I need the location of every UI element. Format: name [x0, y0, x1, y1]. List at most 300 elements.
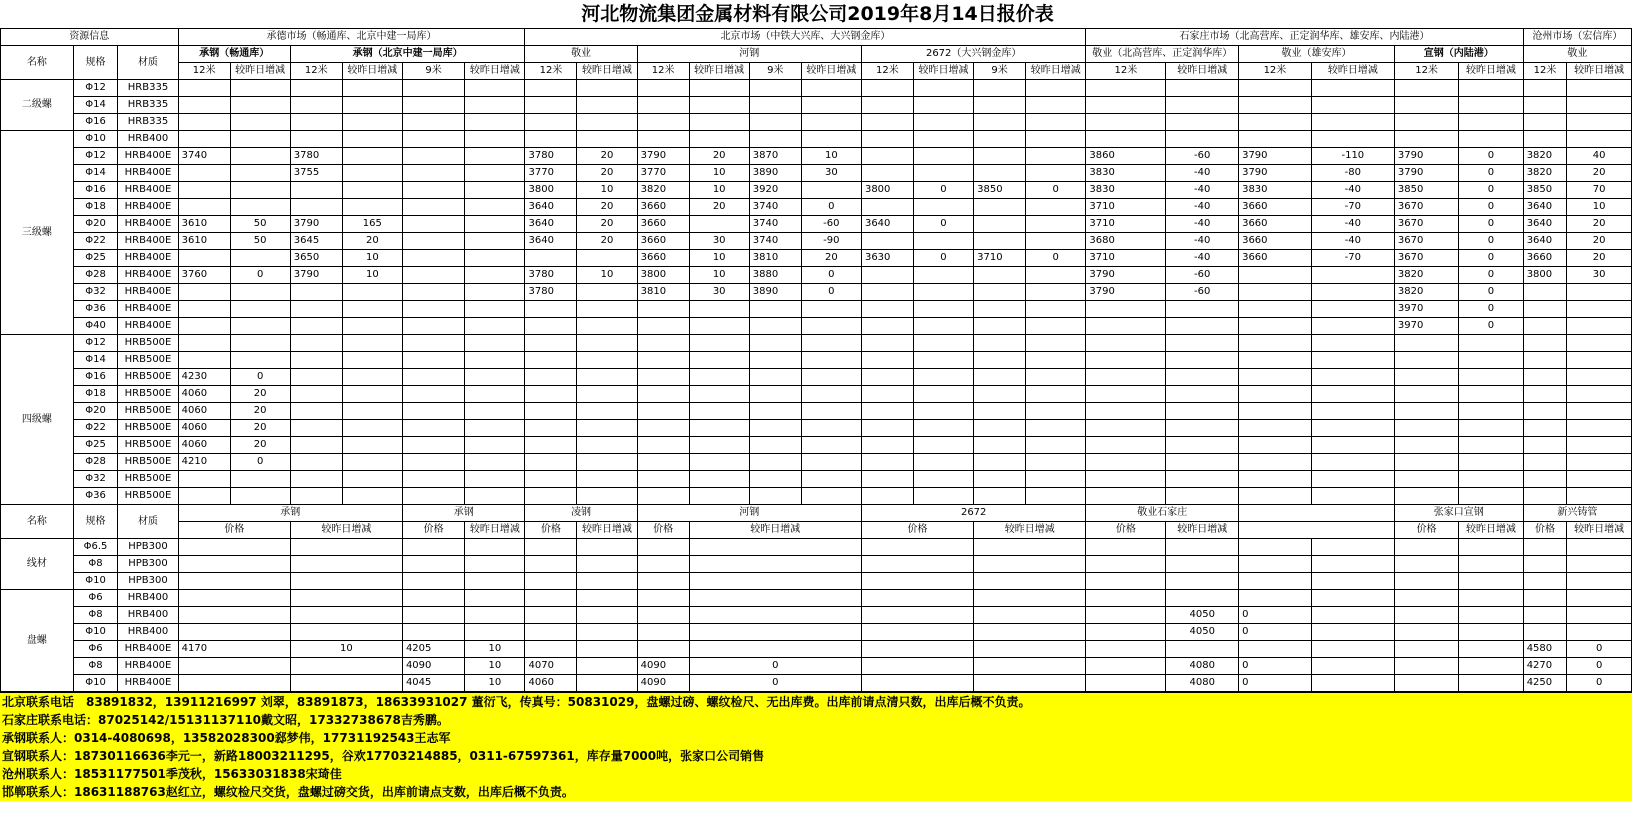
sub-column-header: 较昨日增减	[465, 63, 525, 80]
price-cell	[1239, 590, 1312, 607]
material-cell: HRB500E	[118, 335, 178, 352]
mill-header: 敬业	[1523, 46, 1631, 63]
price-cell	[1166, 454, 1239, 471]
name-column-header: 名称	[1, 46, 74, 80]
price-cell	[402, 148, 464, 165]
price-cell: 3790	[1239, 165, 1312, 182]
price-cell: 3740	[749, 233, 801, 250]
sub-column-header: 较昨日增减	[1459, 63, 1523, 80]
table-row	[1, 369, 1632, 386]
price-cell: 3790	[1239, 148, 1312, 165]
sheet-title: 河北物流集团金属材料有限公司2019年8月14日报价表	[581, 3, 1054, 25]
price-cell	[402, 97, 464, 114]
material-cell: HRB400E	[118, 182, 178, 199]
price-cell	[637, 318, 689, 335]
price-cell	[1567, 437, 1632, 454]
price-cell	[974, 216, 1026, 233]
price-cell	[290, 437, 342, 454]
price-cell	[290, 182, 342, 199]
price-cell	[861, 369, 913, 386]
price-cell	[689, 318, 749, 335]
price-cell	[290, 97, 342, 114]
price-cell	[1026, 284, 1086, 301]
price-cell	[1239, 488, 1312, 505]
spec-cell: Φ20	[73, 403, 118, 420]
spec-cell: Φ22	[73, 420, 118, 437]
sub-column-header: 较昨日增减	[689, 63, 749, 80]
material-cell: HRB500E	[118, 471, 178, 488]
price-cell: 3740	[749, 199, 801, 216]
price-cell	[637, 488, 689, 505]
price-cell	[1086, 488, 1166, 505]
price-cell: 10	[689, 165, 749, 182]
price-cell: 3710	[974, 250, 1026, 267]
price-cell: 20	[1567, 216, 1632, 233]
price-cell: -40	[1166, 182, 1239, 199]
price-cell	[861, 607, 973, 624]
price-cell: 0	[1239, 658, 1312, 675]
price-cell	[402, 403, 464, 420]
price-cell	[749, 97, 801, 114]
price-cell: 3710	[1086, 216, 1166, 233]
price-cell	[1311, 80, 1394, 97]
spec-cell: Φ40	[73, 318, 118, 335]
price-cell	[1239, 131, 1312, 148]
price-cell: 3790	[1394, 165, 1458, 182]
price-cell: 20	[230, 386, 290, 403]
price-cell	[1567, 420, 1632, 437]
grade-label: 四级螺	[1, 335, 74, 505]
price-cell	[974, 675, 1086, 692]
price-cell	[1311, 488, 1394, 505]
price-cell	[465, 199, 525, 216]
price-cell	[178, 199, 230, 216]
price-cell	[465, 437, 525, 454]
price-cell	[525, 97, 577, 114]
price-cell	[1311, 114, 1394, 131]
price-cell: 3890	[749, 165, 801, 182]
price-cell	[1523, 114, 1567, 131]
table-row	[1, 182, 1632, 199]
price-cell	[290, 454, 342, 471]
price-cell: 3790	[290, 267, 342, 284]
price-cell	[1239, 114, 1312, 131]
sub-column-header: 较昨日增减	[230, 63, 290, 80]
price-cell	[230, 199, 290, 216]
table-row	[1, 250, 1632, 267]
price-cell	[342, 335, 402, 352]
spec-cell: Φ16	[73, 369, 118, 386]
mill-header: 敬业（北高营库、正定润华库）	[1086, 46, 1239, 63]
price-cell	[1394, 590, 1458, 607]
material-cell: HRB400E	[118, 658, 178, 675]
price-cell	[1459, 114, 1523, 131]
price-cell	[861, 114, 913, 131]
table-row	[1, 284, 1632, 301]
price-cell	[1394, 556, 1458, 573]
mill-header: 河钢	[637, 46, 861, 63]
price-cell	[402, 114, 464, 131]
price-cell	[402, 233, 464, 250]
price-cell	[689, 114, 749, 131]
price-cell	[1459, 335, 1523, 352]
price-cell	[689, 386, 749, 403]
spec-cell: Φ12	[73, 80, 118, 97]
material-cell: HPB300	[118, 539, 178, 556]
price-cell	[1166, 335, 1239, 352]
price-cell	[1394, 80, 1458, 97]
price-cell	[465, 80, 525, 97]
price-cell	[689, 369, 749, 386]
price-cell	[637, 369, 689, 386]
price-cell	[1086, 420, 1166, 437]
price-cell	[1086, 369, 1166, 386]
price-cell	[1311, 641, 1394, 658]
price-cell	[577, 250, 637, 267]
price-cell	[1311, 131, 1394, 148]
price-cell: 165	[342, 216, 402, 233]
sub-column-header: 价格	[637, 522, 689, 539]
material-cell: HRB400	[118, 590, 178, 607]
price-cell	[1239, 471, 1312, 488]
mill-header: 敬业石家庄	[1086, 505, 1239, 522]
price-cell	[861, 658, 973, 675]
price-cell	[342, 420, 402, 437]
price-cell: 3640	[525, 216, 577, 233]
table-row	[1, 556, 1632, 573]
price-cell	[465, 352, 525, 369]
material-cell: HRB335	[118, 80, 178, 97]
price-cell: 0	[1459, 267, 1523, 284]
price-cell	[577, 352, 637, 369]
spec-column-header: 规格	[73, 46, 118, 80]
price-cell	[178, 624, 290, 641]
price-cell	[525, 80, 577, 97]
price-cell	[801, 488, 861, 505]
price-cell	[1086, 318, 1166, 335]
price-cell	[913, 471, 973, 488]
price-cell	[1523, 80, 1567, 97]
price-cell	[1026, 148, 1086, 165]
price-cell	[402, 624, 464, 641]
price-cell	[342, 131, 402, 148]
price-cell: 20	[577, 148, 637, 165]
price-cell	[342, 114, 402, 131]
material-cell: HRB500E	[118, 437, 178, 454]
price-cell: -40	[1166, 165, 1239, 182]
price-cell	[974, 199, 1026, 216]
spec-cell: Φ36	[73, 488, 118, 505]
price-cell	[637, 454, 689, 471]
price-cell	[577, 488, 637, 505]
price-cell: 3790	[637, 148, 689, 165]
price-cell	[465, 165, 525, 182]
price-cell: 3640	[1523, 199, 1567, 216]
material-column-header: 材质	[118, 505, 178, 539]
price-cell: -60	[1166, 148, 1239, 165]
price-cell: 3660	[1523, 250, 1567, 267]
price-cell: -40	[1166, 216, 1239, 233]
price-cell	[689, 539, 861, 556]
price-cell: -40	[1311, 233, 1394, 250]
price-cell: 3640	[525, 233, 577, 250]
table-row	[1, 199, 1632, 216]
price-cell	[1311, 352, 1394, 369]
price-cell	[1026, 454, 1086, 471]
sub-column-header: 12米	[525, 63, 577, 80]
price-cell	[1567, 471, 1632, 488]
price-cell: 3670	[1394, 250, 1458, 267]
price-cell: 20	[342, 233, 402, 250]
price-cell	[230, 488, 290, 505]
price-cell	[178, 131, 230, 148]
price-cell	[913, 97, 973, 114]
price-cell	[1086, 607, 1166, 624]
price-cell	[1459, 488, 1523, 505]
price-cell: 0	[1459, 216, 1523, 233]
price-cell: -40	[1166, 250, 1239, 267]
price-cell	[1394, 437, 1458, 454]
price-cell	[689, 301, 749, 318]
price-cell	[465, 539, 525, 556]
price-cell	[801, 454, 861, 471]
price-cell	[1086, 641, 1166, 658]
price-cell	[801, 386, 861, 403]
price-cell	[1166, 301, 1239, 318]
price-cell	[801, 471, 861, 488]
price-cell: 3800	[637, 267, 689, 284]
price-cell	[801, 403, 861, 420]
price-cell: 3890	[749, 284, 801, 301]
table-row	[1, 148, 1632, 165]
price-cell: 3760	[178, 267, 230, 284]
price-cell	[402, 301, 464, 318]
table-row	[1, 97, 1632, 114]
price-cell: 3650	[290, 250, 342, 267]
price-cell	[402, 80, 464, 97]
spec-cell: Φ16	[73, 182, 118, 199]
contact-line: 北京联系电话 83891832，13911216997 刘翠，83891873，18633931027 董衍飞，传真号：50831029，盘螺过磅、螺纹检尺、无出库费。出库前请点清只数，出库后概不负责。	[2, 695, 1031, 709]
price-cell: 0	[1567, 641, 1632, 658]
price-cell	[861, 675, 973, 692]
price-cell: 0	[1026, 182, 1086, 199]
price-cell	[1239, 454, 1312, 471]
price-cell	[637, 114, 689, 131]
price-cell	[465, 267, 525, 284]
spec-cell: Φ32	[73, 284, 118, 301]
material-cell: HPB300	[118, 556, 178, 573]
price-cell	[230, 131, 290, 148]
price-cell: 4230	[178, 369, 230, 386]
price-cell	[342, 471, 402, 488]
price-cell	[577, 590, 637, 607]
table-row	[1, 675, 1632, 692]
table-row	[1, 658, 1632, 675]
price-cell: 10	[465, 658, 525, 675]
price-cell	[1567, 318, 1632, 335]
category-label: 线材	[1, 539, 74, 590]
price-cell	[402, 335, 464, 352]
sub-column-header: 较昨日增减	[577, 63, 637, 80]
price-cell	[402, 539, 464, 556]
price-cell	[230, 471, 290, 488]
price-cell	[974, 97, 1026, 114]
price-cell	[1567, 590, 1632, 607]
price-cell: 3610	[178, 216, 230, 233]
price-cell: 3830	[1086, 182, 1166, 199]
price-cell	[290, 318, 342, 335]
price-cell	[178, 590, 290, 607]
price-cell: 20	[230, 403, 290, 420]
price-cell: -70	[1311, 250, 1394, 267]
price-cell	[1459, 607, 1523, 624]
price-cell	[689, 641, 861, 658]
price-cell: 10	[465, 641, 525, 658]
mill-header: 承钢（北京中建一局库）	[290, 46, 525, 63]
material-cell: HRB400E	[118, 318, 178, 335]
price-cell	[525, 352, 577, 369]
price-cell	[1523, 301, 1567, 318]
price-cell	[230, 165, 290, 182]
sub-column-header: 较昨日增减	[577, 522, 637, 539]
spec-cell: Φ12	[73, 148, 118, 165]
price-cell	[230, 335, 290, 352]
price-cell	[974, 573, 1086, 590]
price-cell: 4060	[178, 437, 230, 454]
price-cell: 3970	[1394, 301, 1458, 318]
price-cell	[1166, 539, 1239, 556]
price-cell	[178, 675, 290, 692]
sub-column-header: 12米	[1394, 63, 1458, 80]
price-cell	[1026, 335, 1086, 352]
price-cell	[1459, 80, 1523, 97]
price-cell	[1523, 97, 1567, 114]
price-cell: 20	[689, 199, 749, 216]
price-cell	[801, 301, 861, 318]
price-cell	[861, 352, 913, 369]
price-cell	[1394, 114, 1458, 131]
price-cell	[1026, 165, 1086, 182]
price-cell	[861, 573, 973, 590]
price-cell: 3810	[637, 284, 689, 301]
sub-column-header: 价格	[178, 522, 290, 539]
material-cell: HRB500E	[118, 488, 178, 505]
price-cell	[1026, 318, 1086, 335]
price-cell	[1086, 590, 1166, 607]
price-cell	[1239, 556, 1312, 573]
price-cell	[974, 335, 1026, 352]
spec-cell: Φ28	[73, 454, 118, 471]
price-cell: 0	[1459, 148, 1523, 165]
price-cell	[178, 488, 230, 505]
price-cell	[1459, 471, 1523, 488]
price-cell: 4090	[402, 658, 464, 675]
price-cell	[290, 386, 342, 403]
price-cell: 3640	[1523, 216, 1567, 233]
price-cell	[290, 624, 402, 641]
price-cell	[974, 658, 1086, 675]
price-cell: 20	[1567, 250, 1632, 267]
price-cell	[1026, 488, 1086, 505]
price-cell	[1026, 471, 1086, 488]
material-cell: HRB500E	[118, 454, 178, 471]
price-cell: 3790	[1086, 267, 1166, 284]
price-cell	[913, 80, 973, 97]
price-cell	[637, 471, 689, 488]
price-cell	[1166, 386, 1239, 403]
price-cell	[230, 114, 290, 131]
price-cell	[1523, 624, 1567, 641]
price-cell	[525, 131, 577, 148]
price-cell	[1086, 471, 1166, 488]
price-cell	[1311, 675, 1394, 692]
price-cell	[577, 437, 637, 454]
material-cell: HRB400E	[118, 284, 178, 301]
price-cell	[577, 301, 637, 318]
price-cell: -90	[801, 233, 861, 250]
price-cell	[1567, 97, 1632, 114]
sub-column-header: 9米	[402, 63, 464, 80]
price-cell	[913, 301, 973, 318]
spec-cell: Φ12	[73, 335, 118, 352]
price-cell	[342, 437, 402, 454]
price-cell	[402, 488, 464, 505]
price-cell	[861, 420, 913, 437]
table-row	[1, 488, 1632, 505]
price-cell	[861, 318, 913, 335]
price-cell	[1459, 403, 1523, 420]
table-row	[1, 131, 1632, 148]
price-cell	[1394, 131, 1458, 148]
price-cell	[402, 471, 464, 488]
price-cell	[402, 369, 464, 386]
sub-column-header: 较昨日增减	[342, 63, 402, 80]
price-cell	[1523, 369, 1567, 386]
price-cell	[801, 114, 861, 131]
price-cell: 3850	[1394, 182, 1458, 199]
price-cell	[465, 403, 525, 420]
price-cell: 0	[230, 267, 290, 284]
price-cell: 30	[1567, 267, 1632, 284]
price-cell	[525, 471, 577, 488]
price-cell	[913, 437, 973, 454]
price-cell	[1239, 335, 1312, 352]
table-row	[1, 80, 1632, 97]
price-cell: 0	[1239, 675, 1312, 692]
price-cell: -40	[1311, 216, 1394, 233]
price-cell: 4580	[1523, 641, 1567, 658]
price-cell	[861, 403, 913, 420]
price-cell: -40	[1166, 199, 1239, 216]
price-cell	[290, 352, 342, 369]
market-header: 北京市场（中铁大兴库、大兴钢金库）	[525, 29, 1086, 46]
price-cell	[1086, 556, 1166, 573]
price-cell	[290, 403, 342, 420]
spec-cell: Φ10	[73, 573, 118, 590]
price-cell	[1166, 471, 1239, 488]
price-cell	[1239, 386, 1312, 403]
price-cell: 4090	[637, 675, 689, 692]
price-cell: 40	[1567, 148, 1632, 165]
price-cell	[1311, 590, 1394, 607]
price-cell: 0	[689, 675, 861, 692]
price-cell	[861, 590, 973, 607]
material-cell: HRB400E	[118, 216, 178, 233]
price-cell	[1311, 624, 1394, 641]
price-cell	[1166, 131, 1239, 148]
price-cell	[525, 573, 577, 590]
price-cell	[913, 318, 973, 335]
